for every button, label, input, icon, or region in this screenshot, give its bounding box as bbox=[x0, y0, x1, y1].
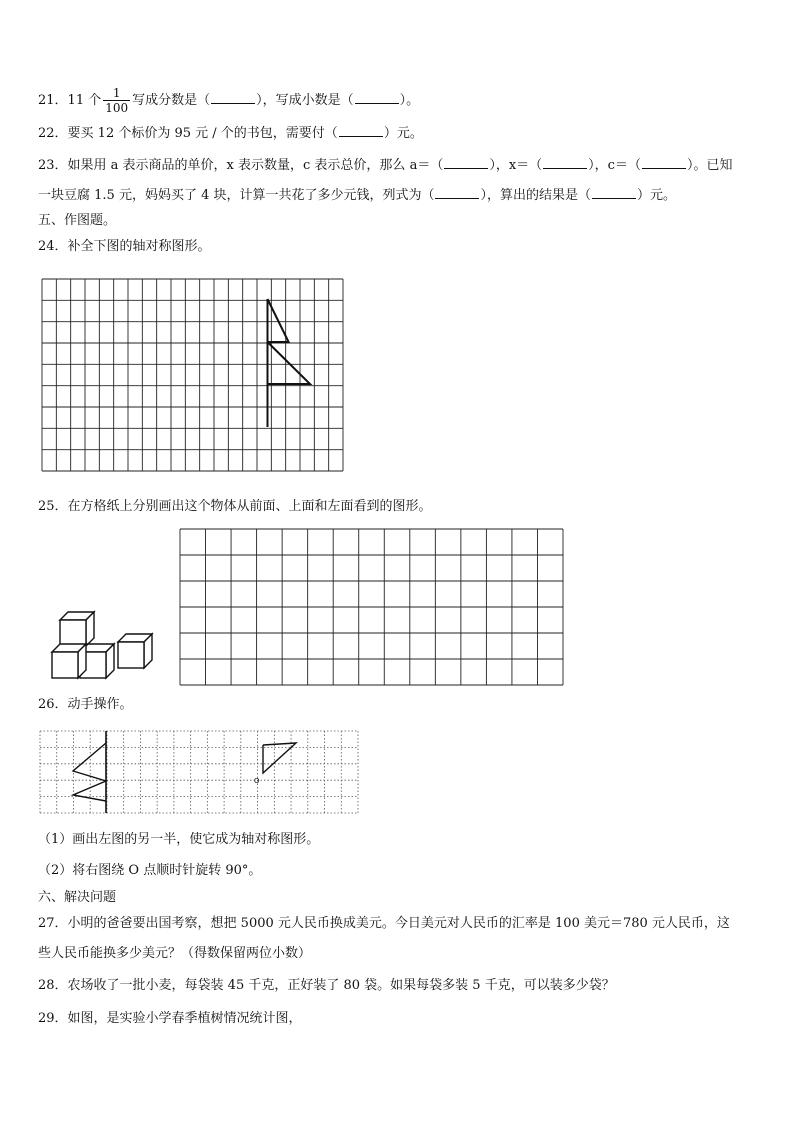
answer-blank[interactable] bbox=[435, 186, 479, 199]
q23-text-d: ）。已知 bbox=[686, 158, 733, 173]
answer-blank[interactable] bbox=[444, 156, 488, 169]
cube-front-face bbox=[52, 652, 78, 678]
q25-grid bbox=[180, 529, 564, 685]
q23-text-e: 一块豆腐 1.5 元，妈妈买了 4 块，计算一共花了多少元钱，列式为（ bbox=[38, 188, 435, 203]
section-6-heading: 六、解决问题 bbox=[38, 890, 117, 905]
answer-blank[interactable] bbox=[642, 156, 686, 169]
cube-front-face bbox=[118, 642, 144, 668]
q23-text-g: ）元。 bbox=[637, 188, 677, 203]
question-26-sub-2: （2）将右图绕 O 点顺时针旋转 90°。 bbox=[38, 863, 262, 878]
answer-blank[interactable] bbox=[543, 156, 587, 169]
question-21 bbox=[38, 86, 419, 115]
answer-blank[interactable] bbox=[339, 124, 383, 137]
grid-lines bbox=[42, 279, 343, 471]
answer-blank[interactable] bbox=[592, 186, 636, 199]
answer-blank[interactable] bbox=[355, 91, 399, 104]
q21-mid: 写成分数是（ bbox=[132, 93, 211, 108]
fraction-numerator: 1 bbox=[103, 86, 130, 101]
answer-blank[interactable] bbox=[211, 91, 255, 104]
section-5-heading: 五、作图题。 bbox=[38, 213, 117, 228]
question-26-title: 26．动手操作。 bbox=[38, 697, 133, 712]
question-23-line-2 bbox=[38, 186, 676, 205]
question-29: 29．如图，是实验小学春季植树情况统计图， bbox=[38, 1011, 302, 1026]
figure-lower-triangle bbox=[268, 342, 311, 384]
question-26-sub-1: （1）画出左图的另一半，使它成为轴对称图形。 bbox=[38, 832, 320, 847]
left-half-figure bbox=[73, 743, 106, 801]
q21-mid2: ），写成小数是（ bbox=[256, 93, 354, 108]
q21-prefix: 21．11 个 bbox=[38, 93, 102, 108]
cube-front-face bbox=[60, 620, 86, 646]
point-o-label: O bbox=[254, 777, 260, 785]
dotted-grid-lines bbox=[40, 731, 358, 813]
q23-text-b: ），x＝（ bbox=[489, 158, 543, 173]
q23-text-c: ），c＝（ bbox=[588, 158, 641, 173]
question-27-line-1: 27．小明的爸爸要出国考察，想把 5000 元人民币换成美元。今日美元对人民币的汇率是 100 美元＝780 元人民币，这 bbox=[38, 916, 730, 931]
grid-lines bbox=[180, 529, 563, 685]
q22-prefix: 22．要买 12 个标价为 95 元 / 个的书包，需要付（ bbox=[38, 126, 338, 141]
fraction-1-100 bbox=[103, 86, 130, 115]
q23-text-a: 23．如果用 a 表示商品的单价，x 表示数量，c 表示总价，那么 a＝（ bbox=[38, 158, 444, 173]
question-22 bbox=[38, 124, 423, 143]
q26-dotted-grid bbox=[40, 731, 358, 813]
q24-grid bbox=[42, 279, 344, 471]
fraction-denominator: 100 bbox=[105, 101, 129, 115]
cube-object-figure bbox=[48, 608, 158, 684]
question-27-line-2: 些人民币能换多少美元？（得数保留两位小数） bbox=[38, 946, 312, 961]
question-24: 24．补全下图的轴对称图形。 bbox=[38, 239, 211, 254]
q23-text-f: ），算出的结果是（ bbox=[480, 188, 591, 203]
question-23-line-1 bbox=[38, 156, 732, 175]
q22-end: ）元。 bbox=[383, 126, 423, 141]
question-25: 25．在方格纸上分别画出这个物体从前面、上面和左面看到的图形。 bbox=[38, 499, 432, 514]
q21-end: ）。 bbox=[399, 93, 420, 108]
question-28: 28．农场收了一批小麦，每袋装 45 千克，正好装了 80 袋。如果每袋多装 5 千克，可以装多少袋？ bbox=[38, 978, 615, 993]
